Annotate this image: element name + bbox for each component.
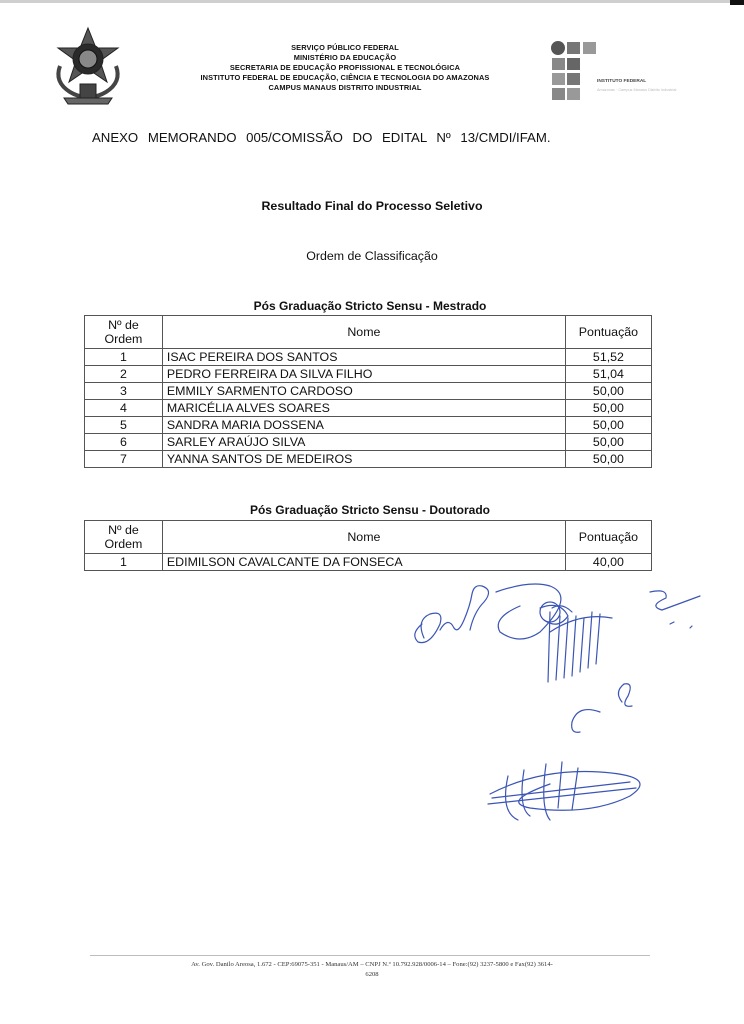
cell-ordem: 7: [85, 451, 163, 468]
cell-nome: EMMILY SARMENTO CARDOSO: [162, 383, 565, 400]
cell-nome: SANDRA MARIA DOSSENA: [162, 417, 565, 434]
table-row: [85, 554, 652, 571]
header-pontuacao: Pontuação: [565, 316, 651, 349]
header-ordem-line2: Ordem: [104, 537, 143, 551]
page-title: Resultado Final do Processo Seletivo: [261, 199, 483, 213]
header-ordem-line1: Nº de: [108, 318, 139, 332]
page-subtitle: Ordem de Classificação: [306, 249, 438, 263]
cell-ordem: 1: [85, 554, 163, 571]
header-nome: Nome: [162, 316, 565, 349]
cell-pontuacao: 50,00: [565, 383, 651, 400]
header-line-2: MINISTÉRIO DA EDUCAÇÃO: [293, 53, 397, 62]
footer-address: [92, 960, 652, 980]
if-logo-subtitle: Amazonas · Campus Manaus Distrito Industrial: [597, 88, 677, 92]
header-ordem-line2: Ordem: [104, 332, 143, 346]
cell-pontuacao: 40,00: [565, 554, 651, 571]
institution-header: [150, 43, 540, 93]
cell-nome: EDIMILSON CAVALCANTE DA FONSECA: [162, 554, 565, 571]
signature-1-icon: [415, 584, 568, 643]
table-header-row: [85, 316, 652, 349]
brasao-republica-icon: [50, 26, 126, 108]
header-line-4: INSTITUTO FEDERAL DE EDUCAÇÃO, CIÊNCIA E TECNOLOGIA DO AMAZONAS: [200, 73, 490, 82]
if-logo-label: INSTITUTO FEDERAL: [597, 79, 647, 84]
signature-2-icon: [548, 591, 700, 732]
cell-pontuacao: 50,00: [565, 417, 651, 434]
handwritten-signatures: [400, 572, 720, 842]
doutorado-section-title: Pós Graduação Stricto Sensu - Doutorado: [249, 503, 491, 517]
scan-corner-mark: [730, 0, 744, 5]
header-ordem: [85, 316, 163, 349]
cell-ordem: 6: [85, 434, 163, 451]
table-row: [85, 417, 652, 434]
anexo-heading: ANEXO MEMORANDO 005/COMISSÃO DO EDITAL Nº 13/CMDI/IFAM.: [92, 130, 551, 145]
header-line-3: SECRETARIA DE EDUCAÇÃO PROFISSIONAL E TECNOLÓGICA: [229, 63, 461, 72]
table-row: [85, 400, 652, 417]
cell-pontuacao: 51,52: [565, 349, 651, 366]
header-pontuacao: Pontuação: [565, 521, 651, 554]
signature-3-icon: [488, 762, 640, 820]
footer-line-2: 6208: [365, 971, 379, 978]
cell-ordem: 5: [85, 417, 163, 434]
header-line-1: SERVIÇO PÚBLICO FEDERAL: [291, 43, 399, 52]
table-row: [85, 451, 652, 468]
cell-nome: ISAC PEREIRA DOS SANTOS: [162, 349, 565, 366]
cell-nome: PEDRO FERREIRA DA SILVA FILHO: [162, 366, 565, 383]
mestrado-table: [84, 315, 652, 468]
table-row: [85, 349, 652, 366]
cell-pontuacao: 50,00: [565, 451, 651, 468]
scan-top-edge: [0, 0, 744, 3]
header-ordem-line1: Nº de: [108, 523, 139, 537]
cell-pontuacao: 51,04: [565, 366, 651, 383]
header-nome: Nome: [162, 521, 565, 554]
footer-line-1: Av. Gov. Danilo Areosa, 1.672 - CEP:69075-351 - Manaus/AM – CNPJ N.º 10.792.928/0006-14 – Fone:(92) 3237-5800 e Fax(92) 3614-: [191, 961, 553, 968]
table-row: [85, 383, 652, 400]
cell-ordem: 4: [85, 400, 163, 417]
table-row: [85, 366, 652, 383]
cell-nome: SARLEY ARAÚJO SILVA: [162, 434, 565, 451]
cell-ordem: 3: [85, 383, 163, 400]
footer-divider: [90, 955, 650, 956]
mestrado-section-title: Pós Graduação Stricto Sensu - Mestrado: [253, 299, 487, 313]
cell-nome: YANNA SANTOS DE MEDEIROS: [162, 451, 565, 468]
header-line-5: CAMPUS MANAUS DISTRITO INDUSTRIAL: [268, 83, 422, 92]
table-header-row: [85, 521, 652, 554]
doutorado-table: [84, 520, 652, 571]
header-ordem: [85, 521, 163, 554]
cell-pontuacao: 50,00: [565, 400, 651, 417]
cell-ordem: 1: [85, 349, 163, 366]
table-row: [85, 434, 652, 451]
cell-nome: MARICÉLIA ALVES SOARES: [162, 400, 565, 417]
cell-pontuacao: 50,00: [565, 434, 651, 451]
cell-ordem: 2: [85, 366, 163, 383]
